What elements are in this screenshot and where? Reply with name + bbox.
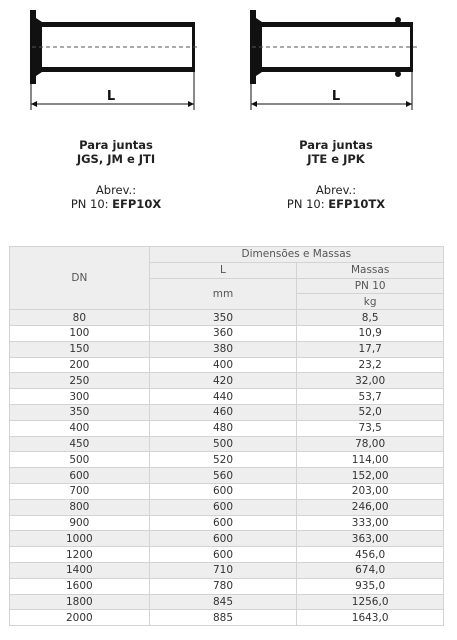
header-row-1	[10, 247, 444, 263]
caption-joints: JGS, JM e JTI	[76, 152, 156, 166]
pipe-wall-top	[42, 22, 194, 27]
cell-l: 560	[149, 468, 297, 484]
cell-kg: 1643,0	[297, 610, 444, 626]
table-row	[10, 578, 444, 594]
abrev-label: Abrev.:	[95, 183, 137, 197]
table-row	[10, 531, 444, 547]
cell-dn: 200	[10, 357, 150, 373]
cell-dn: 1200	[10, 547, 150, 563]
table-row	[10, 452, 444, 468]
cell-kg: 456,0	[297, 547, 444, 563]
abrev-label: Abrev.:	[315, 183, 357, 197]
cell-dn: 450	[10, 436, 150, 452]
table-row	[10, 499, 444, 515]
pipe-wall-bottom	[42, 67, 194, 72]
cell-kg: 114,00	[297, 452, 444, 468]
cell-kg: 363,00	[297, 531, 444, 547]
arrow-left	[251, 101, 257, 107]
table-row	[10, 420, 444, 436]
cell-dn: 100	[10, 325, 150, 341]
header-l: L	[149, 262, 297, 278]
cell-kg: 23,2	[297, 357, 444, 373]
cell-dn: 300	[10, 389, 150, 405]
table-row	[10, 547, 444, 563]
table-row	[10, 357, 444, 373]
cell-l: 460	[149, 404, 297, 420]
cell-l: 710	[149, 562, 297, 578]
pipe-wall-top	[262, 22, 412, 27]
pn-label: PN 10:	[70, 197, 109, 211]
cell-dn: 80	[10, 310, 150, 326]
cell-dn: 500	[10, 452, 150, 468]
table-row	[10, 515, 444, 531]
cell-dn: 1000	[10, 531, 150, 547]
caption-title: Para juntas	[299, 138, 373, 152]
cell-dn: 250	[10, 373, 150, 389]
cell-kg: 78,00	[297, 436, 444, 452]
code-line	[16, 197, 216, 211]
cell-dn: 600	[10, 468, 150, 484]
table-row	[10, 468, 444, 484]
cell-l: 600	[149, 515, 297, 531]
cell-l: 885	[149, 610, 297, 626]
cell-l: 780	[149, 578, 297, 594]
pipe-drawing-efp10x-svg	[22, 0, 202, 115]
cell-kg: 935,0	[297, 578, 444, 594]
table-row	[10, 562, 444, 578]
cell-l: 500	[149, 436, 297, 452]
cell-l: 420	[149, 373, 297, 389]
cell-kg: 152,00	[297, 468, 444, 484]
cell-l: 600	[149, 531, 297, 547]
cell-dn: 150	[10, 341, 150, 357]
table-row	[10, 436, 444, 452]
arrow-right	[406, 101, 412, 107]
cell-l: 480	[149, 420, 297, 436]
dimension-label: L	[106, 89, 116, 104]
code-line	[236, 197, 436, 211]
header-group: Dimensões e Massas	[149, 247, 443, 263]
product-code: EFP10X	[112, 197, 162, 211]
cell-dn: 900	[10, 515, 150, 531]
cell-dn: 350	[10, 404, 150, 420]
pipe-drawing-efp10tx-svg	[240, 0, 430, 115]
cell-kg: 333,00	[297, 515, 444, 531]
cell-kg: 203,00	[297, 483, 444, 499]
pipe-drawing-efp10tx	[240, 0, 430, 115]
cell-dn: 400	[10, 420, 150, 436]
caption-efp10x	[16, 138, 216, 211]
pipe-end	[410, 22, 413, 72]
table-row	[10, 373, 444, 389]
header-dn: DN	[10, 247, 150, 310]
header-pn: PN 10	[297, 278, 444, 294]
cell-dn: 2000	[10, 610, 150, 626]
cell-l: 600	[149, 499, 297, 515]
table-row	[10, 341, 444, 357]
table-row	[10, 610, 444, 626]
cell-l: 400	[149, 357, 297, 373]
table-row	[10, 310, 444, 326]
table-row	[10, 389, 444, 405]
cell-l: 600	[149, 547, 297, 563]
arrow-left	[31, 101, 37, 107]
cell-kg: 73,5	[297, 420, 444, 436]
table-row	[10, 483, 444, 499]
product-code: EFP10TX	[328, 197, 386, 211]
weld-bead-top	[395, 17, 401, 23]
cell-kg: 32,00	[297, 373, 444, 389]
cell-l: 360	[149, 325, 297, 341]
caption-title: Para juntas	[79, 138, 153, 152]
table-row	[10, 325, 444, 341]
cell-kg: 8,5	[297, 310, 444, 326]
header-massas: Massas	[297, 262, 444, 278]
cell-dn: 1400	[10, 562, 150, 578]
cell-dn: 700	[10, 483, 150, 499]
cell-l: 350	[149, 310, 297, 326]
cell-kg: 674,0	[297, 562, 444, 578]
caption-joints: JTE e JPK	[307, 152, 365, 166]
cell-l: 520	[149, 452, 297, 468]
cell-kg: 53,7	[297, 389, 444, 405]
cell-l: 600	[149, 483, 297, 499]
header-l-unit: mm	[149, 278, 297, 310]
pn-label: PN 10:	[286, 197, 325, 211]
cell-l: 845	[149, 594, 297, 610]
pipe-drawing-efp10x	[22, 0, 202, 115]
arrow-right	[188, 101, 194, 107]
cell-dn: 800	[10, 499, 150, 515]
cell-l: 380	[149, 341, 297, 357]
dimensions-table	[9, 246, 444, 626]
dimension-label: L	[331, 89, 341, 104]
table-row	[10, 404, 444, 420]
cell-dn: 1600	[10, 578, 150, 594]
weld-bead-bottom	[395, 71, 401, 77]
cell-kg: 17,7	[297, 341, 444, 357]
cell-dn: 1800	[10, 594, 150, 610]
cell-kg: 10,9	[297, 325, 444, 341]
header-kg: kg	[297, 294, 444, 310]
cell-kg: 1256,0	[297, 594, 444, 610]
caption-efp10tx	[236, 138, 436, 211]
cell-l: 440	[149, 389, 297, 405]
table-row	[10, 594, 444, 610]
cell-kg: 246,00	[297, 499, 444, 515]
pipe-wall-bottom	[262, 67, 412, 72]
cell-kg: 52,0	[297, 404, 444, 420]
